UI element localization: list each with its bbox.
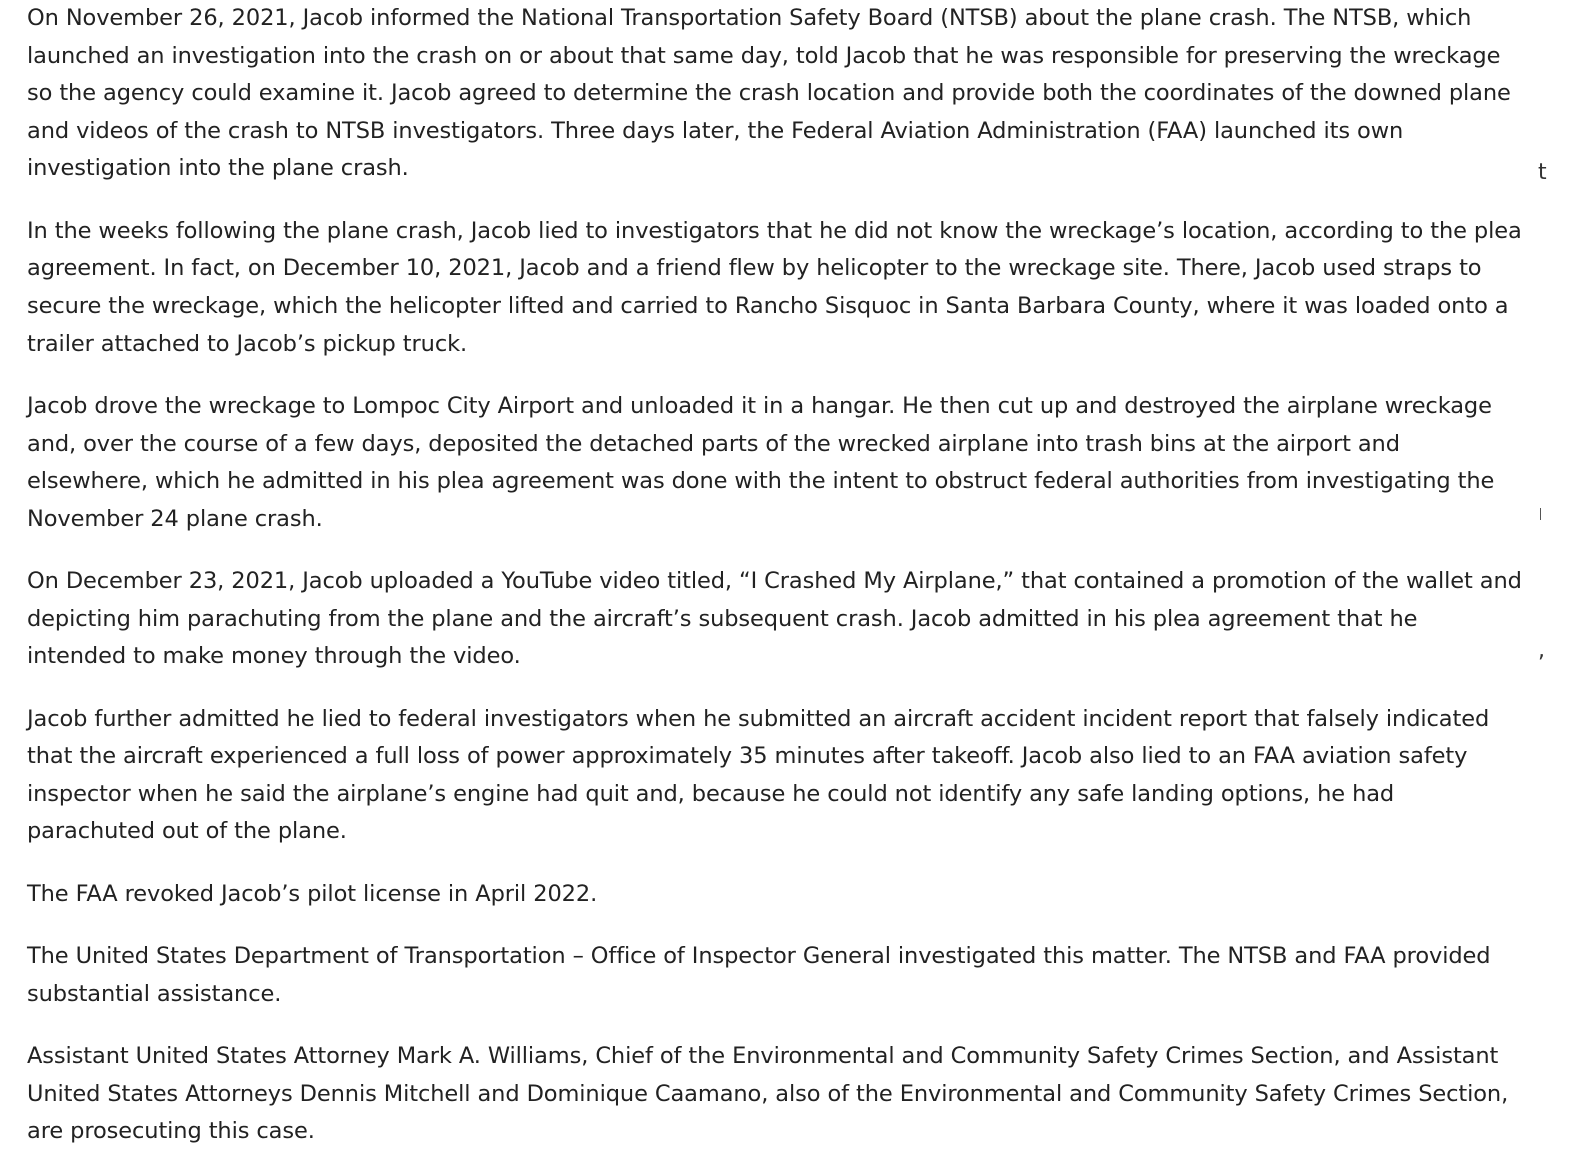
paragraph-false-report: Jacob further admitted he lied to federal investigators when he submitted an aircraft accident incident report that falsely indicated that the aircraft experienced a full loss of power approximately 35 minutes after takeoff. Jacob also lied to an FAA aviation safety inspector when he said the airplane’s engine had quit and, because he could not identify any safe landing options, he had parachuted out of the plane. [27,705,1490,845]
paragraph-license-revoked: The FAA revoked Jacob’s pilot license in April 2022. [27,880,598,907]
edge-text-fragment-2: , [1538,638,1545,663]
edge-text-fragment: t [1538,160,1547,185]
edge-mark [1540,508,1541,520]
paragraph-ntsb-notification: On November 26, 2021, Jacob informed the National Transportation Safety Board (NTSB) about the plane crash. The NTSB, which launched an investigation into the crash on or about that same day, told Jacob that he was responsible for preserving the wreckage so the agency could examine it. Jacob agreed to determine the crash location and provide both the coordinates of the downed plane and videos of the crash to NTSB investigators. Three days later, the Federal Aviation Administration (FAA) launched its own investigation into the plane crash. [27,5,1511,182]
paragraph-wreckage-location-lie: In the weeks following the plane crash, Jacob lied to investigators that he did not know the wreckage’s location, according to the plea agreement. In fact, on December 10, 2021, Jacob and a friend flew by helicopter to the wreckage site. There, Jacob used straps to secure the wreckage, which the helicopter lifted and carried to Rancho Sisquoc in Santa Barbara County, where it was loaded onto a trailer attached to Jacob’s pickup truck. [27,217,1522,357]
paragraph-youtube-video: On December 23, 2021, Jacob uploaded a YouTube video titled, “I Crashed My Airplane,” that contained a promotion of the wallet and depicting him parachuting from the plane and the aircraft’s subsequent crash. Jacob admitted in his plea agreement that he intended to make money through the video. [27,568,1522,670]
article-body [27,0,1522,1176]
paragraph-wreckage-destroyed: Jacob drove the wreckage to Lompoc City Airport and unloaded it in a hangar. He then cut up and destroyed the airplane wreckage and, over the course of a few days, deposited the detached parts of the wrecked airplane into trash bins at the airport and elsewhere, which he admitted in his plea agreement was done with the intent to obstruct federal authorities from investigating the November 24 plane crash. [27,392,1495,532]
paragraph-prosecutors: Assistant United States Attorney Mark A. Williams, Chief of the Environmental and Community Safety Crimes Section, and Assistant United States Attorneys Dennis Mitchell and Dominique Caamano, also of the Environmental and Community Safety Crimes Section, are prosecuting this case. [27,1043,1509,1145]
paragraph-investigating-agency: The United States Department of Transportation – Office of Inspector General investigated this matter. The NTSB and FAA provided substantial assistance. [27,943,1491,1007]
